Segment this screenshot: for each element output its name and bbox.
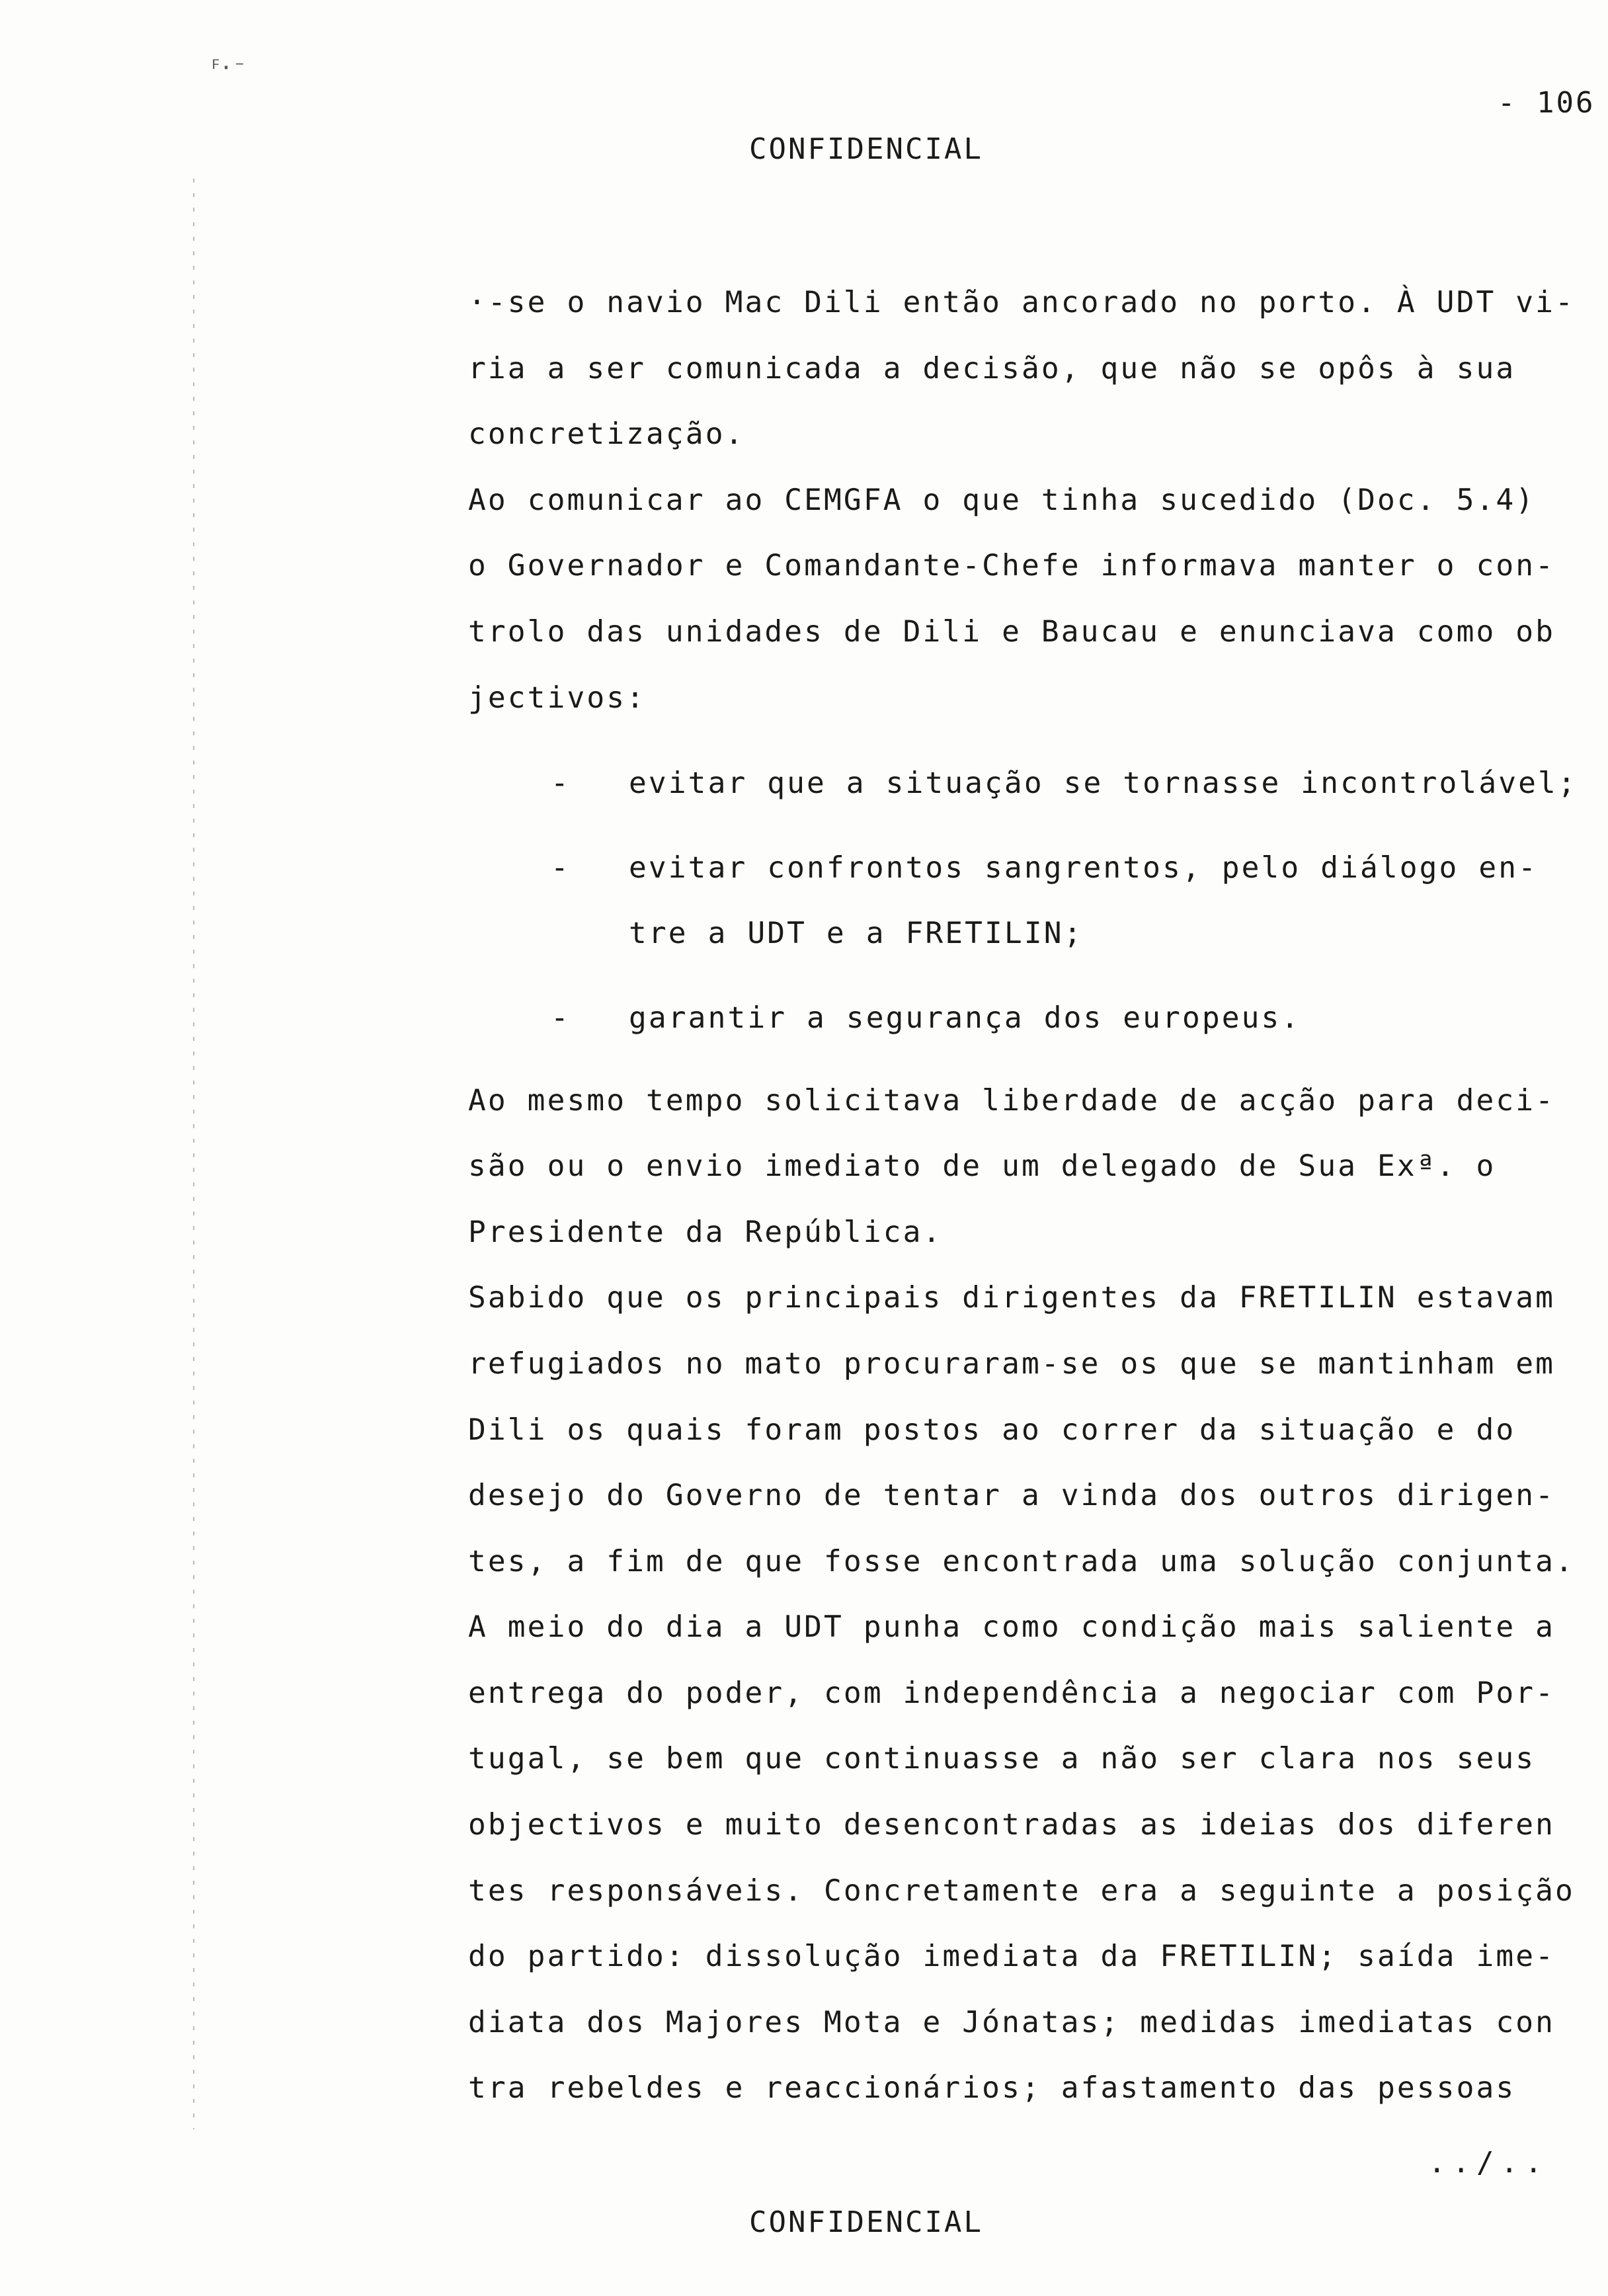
page-number: - 106 — [1498, 86, 1595, 120]
text-line: A meio do dia a UDT punha como condição mais saliente a — [468, 1610, 1556, 1645]
text-line: o Governador e Comandante-Chefe informava manter o con- — [468, 549, 1556, 583]
text-line: concretização. — [468, 417, 745, 452]
bullet-dash: - — [551, 1001, 571, 1035]
list-item-continuation — [468, 901, 1592, 967]
continuation-mark: ../.. — [1428, 2146, 1549, 2180]
footer-classification: CONFIDENCIAL — [749, 2205, 983, 2239]
paragraph-4 — [468, 1265, 1592, 1594]
list-item — [468, 751, 1592, 817]
bullet-list — [468, 751, 1592, 1051]
text-line: desejo do Governo de tentar a vinda dos outros dirigen- — [468, 1479, 1556, 1513]
text-line: jectivos: — [468, 680, 647, 715]
list-item — [468, 835, 1592, 901]
bullet-dash: - — [551, 766, 571, 801]
margin-rule — [193, 179, 194, 2129]
text-line: tugal, se bem que continuasse a não ser clara nos seus — [468, 1742, 1536, 1776]
text-line: refugiados no mato procuraram-se os que se mantinham em — [468, 1346, 1556, 1381]
text-line: diata dos Majores Mota e Jónatas; medidas imediatas con — [468, 2005, 1556, 2039]
document-body — [468, 270, 1592, 2121]
paragraph-1 — [468, 270, 1592, 468]
text-line: ·-se o navio Mac Dili então ancorado no porto. À UDT vi- — [468, 286, 1575, 319]
bullet-text: evitar que a situação se tornasse incontrolável; — [629, 766, 1578, 801]
text-line: tes responsáveis. Concretamente era a seguinte a posição — [468, 1873, 1575, 1908]
text-line: Dili os quais foram postos ao correr da situação e do — [468, 1413, 1516, 1447]
text-line: Presidente da República. — [468, 1215, 943, 1249]
paragraph-3 — [468, 1068, 1592, 1266]
bullet-text: tre a UDT e a FRETILIN; — [629, 917, 1084, 951]
scan-mark: ꟳ·⁻ — [212, 55, 247, 81]
text-line: são ou o envio imediato de um delegado de Sua Exª. o — [468, 1149, 1496, 1184]
header-classification: CONFIDENCIAL — [749, 132, 983, 166]
text-line: tes, a fim de que fosse encontrada uma solução conjunta. — [468, 1544, 1575, 1578]
text-line: Ao comunicar ao CEMGFA o que tinha sucedido (Doc. 5.4) — [468, 483, 1536, 517]
paragraph-2 — [468, 468, 1592, 731]
text-line: objectivos e muito desencontradas as ideias dos diferen — [468, 1808, 1556, 1842]
text-line: Ao mesmo tempo solicitava liberdade de acção para deci- — [468, 1083, 1556, 1118]
text-line: entrega do poder, com independência a negociar com Por- — [468, 1676, 1556, 1710]
text-line: Sabido que os principais dirigentes da FRETILIN estavam — [468, 1281, 1556, 1315]
text-line: trolo das unidades de Dili e Baucau e enunciava como ob — [468, 614, 1556, 649]
bullet-text: evitar confrontos sangrentos, pelo diálogo en- — [629, 850, 1538, 885]
paragraph-5 — [468, 1594, 1592, 2121]
text-line: tra rebeldes e reaccionários; afastamento das pessoas — [468, 2071, 1516, 2106]
text-line: ria a ser comunicada a decisão, que não se opôs à sua — [468, 351, 1516, 386]
text-line: do partido: dissolução imediata da FRETILIN; saída ime- — [468, 1940, 1556, 1974]
bullet-text: garantir a segurança dos europeus. — [629, 1001, 1301, 1035]
bullet-dash: - — [551, 850, 571, 885]
list-item — [468, 985, 1592, 1051]
